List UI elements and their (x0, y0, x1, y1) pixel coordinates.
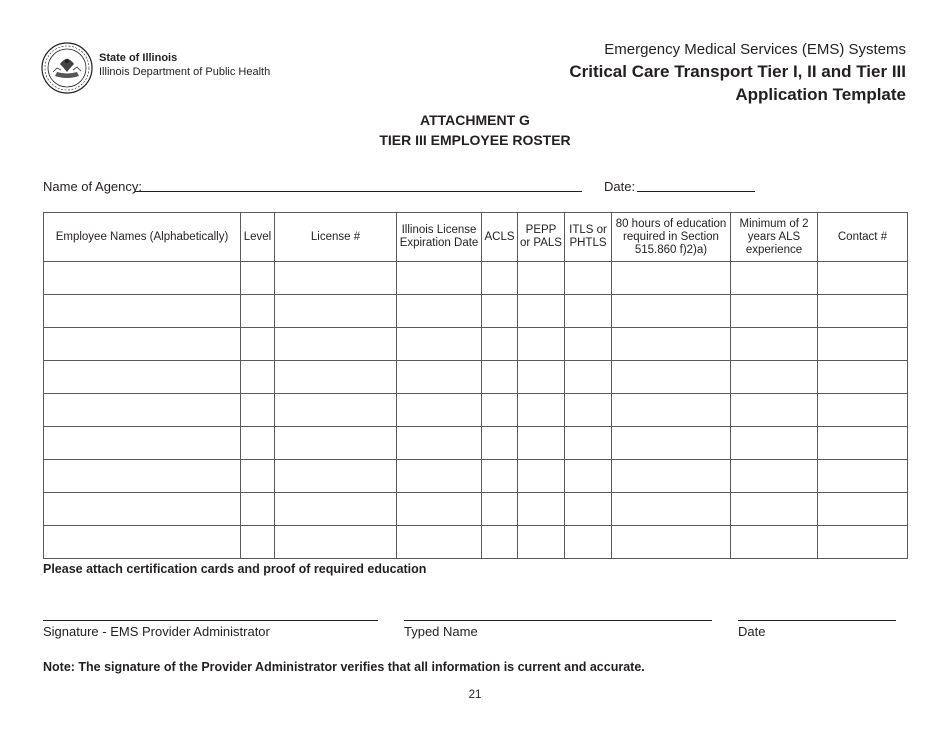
table-cell[interactable] (731, 361, 818, 394)
table-cell[interactable] (397, 460, 482, 493)
table-cell[interactable] (565, 394, 612, 427)
table-cell[interactable] (241, 526, 275, 559)
table-cell[interactable] (518, 394, 565, 427)
column-header: Contact # (818, 213, 908, 262)
department-name: Illinois Department of Public Health (99, 66, 271, 78)
table-cell[interactable] (518, 526, 565, 559)
table-cell[interactable] (397, 328, 482, 361)
table-cell[interactable] (731, 460, 818, 493)
table-cell[interactable] (731, 526, 818, 559)
typed-name-field[interactable] (404, 620, 712, 621)
table-cell[interactable] (275, 361, 397, 394)
table-row (44, 295, 908, 328)
table-cell[interactable] (612, 328, 731, 361)
table-cell[interactable] (818, 328, 908, 361)
page-number: 21 (468, 689, 482, 701)
state-seal (41, 42, 93, 94)
table-cell[interactable] (275, 427, 397, 460)
table-cell[interactable] (482, 262, 518, 295)
signature-field[interactable] (43, 620, 378, 621)
table-cell[interactable] (482, 394, 518, 427)
column-header: ITLS or PHTLS (565, 213, 612, 262)
table-cell[interactable] (482, 361, 518, 394)
table-cell[interactable] (241, 493, 275, 526)
table-row (44, 262, 908, 295)
employee-roster-table (43, 212, 908, 559)
table-cell[interactable] (565, 328, 612, 361)
agency-field[interactable] (135, 191, 582, 192)
table-cell[interactable] (818, 262, 908, 295)
table-cell[interactable] (518, 460, 565, 493)
table-cell[interactable] (612, 493, 731, 526)
table-cell[interactable] (565, 262, 612, 295)
table-cell[interactable] (275, 493, 397, 526)
table-cell[interactable] (275, 526, 397, 559)
table-cell[interactable] (397, 295, 482, 328)
table-cell[interactable] (275, 295, 397, 328)
column-header: ACLS (482, 213, 518, 262)
table-cell[interactable] (275, 394, 397, 427)
table-cell[interactable] (565, 361, 612, 394)
table-cell[interactable] (565, 493, 612, 526)
table-row (44, 328, 908, 361)
signature-date-label: Date (738, 624, 766, 639)
table-cell[interactable] (731, 493, 818, 526)
typed-name-label: Typed Name (404, 624, 478, 639)
table-cell[interactable] (44, 361, 241, 394)
table-cell[interactable] (818, 526, 908, 559)
table-cell[interactable] (397, 262, 482, 295)
table-cell[interactable] (482, 427, 518, 460)
table-cell[interactable] (44, 493, 241, 526)
table-cell[interactable] (241, 328, 275, 361)
table-cell[interactable] (518, 328, 565, 361)
table-cell[interactable] (241, 295, 275, 328)
table-cell[interactable] (44, 460, 241, 493)
column-header: Illinois License Expiration Date (397, 213, 482, 262)
table-cell[interactable] (241, 262, 275, 295)
table-cell[interactable] (565, 427, 612, 460)
table-cell[interactable] (44, 328, 241, 361)
table-cell[interactable] (818, 361, 908, 394)
table-cell[interactable] (731, 427, 818, 460)
document-title: Critical Care Transport Tier I, II and Tier III (569, 62, 906, 81)
table-cell[interactable] (612, 361, 731, 394)
program-name: Emergency Medical Services (EMS) Systems (604, 41, 906, 58)
table-cell[interactable] (482, 526, 518, 559)
attachment-title: TIER III EMPLOYEE ROSTER (379, 132, 571, 148)
table-row (44, 460, 908, 493)
column-header: PEPP or PALS (518, 213, 565, 262)
table-cell[interactable] (275, 262, 397, 295)
table-cell[interactable] (241, 361, 275, 394)
table-cell[interactable] (731, 394, 818, 427)
table-cell[interactable] (612, 526, 731, 559)
table-cell[interactable] (731, 328, 818, 361)
table-cell[interactable] (482, 328, 518, 361)
table-cell[interactable] (241, 394, 275, 427)
table-cell[interactable] (397, 361, 482, 394)
table-row (44, 394, 908, 427)
table-cell[interactable] (518, 262, 565, 295)
table-cell[interactable] (241, 460, 275, 493)
table-cell[interactable] (518, 295, 565, 328)
column-header: Minimum of 2 years ALS experience (731, 213, 818, 262)
date-label: Date: (604, 179, 636, 194)
attach-note: Please attach certification cards and proof of required education (43, 562, 427, 576)
table-cell[interactable] (565, 526, 612, 559)
table-cell[interactable] (565, 460, 612, 493)
table-cell[interactable] (44, 295, 241, 328)
document-subtitle: Application Template (735, 85, 906, 104)
agency-label: Name of Agency: (43, 179, 142, 194)
table-cell[interactable] (397, 526, 482, 559)
signature-date-field[interactable] (738, 620, 896, 621)
table-cell[interactable] (482, 460, 518, 493)
column-header: Level (241, 213, 275, 262)
column-header: 80 hours of education required in Section 515.860 f)2)a) (612, 213, 731, 262)
table-cell[interactable] (397, 427, 482, 460)
verification-note: Note: The signature of the Provider Administrator verifies that all information is current and accurate. (43, 660, 645, 674)
table-row (44, 427, 908, 460)
table-cell[interactable] (241, 427, 275, 460)
table-cell[interactable] (518, 361, 565, 394)
table-cell[interactable] (44, 526, 241, 559)
table-cell[interactable] (397, 394, 482, 427)
table-cell[interactable] (612, 460, 731, 493)
table-header-row (44, 213, 908, 262)
table-cell[interactable] (518, 493, 565, 526)
table-cell[interactable] (518, 427, 565, 460)
table-cell[interactable] (44, 427, 241, 460)
table-cell[interactable] (275, 328, 397, 361)
table-cell[interactable] (482, 493, 518, 526)
table-row (44, 526, 908, 559)
state-name: State of Illinois (99, 52, 178, 64)
table-cell[interactable] (731, 295, 818, 328)
table-cell[interactable] (818, 295, 908, 328)
table-cell[interactable] (612, 295, 731, 328)
attachment-label: ATTACHMENT G (420, 112, 530, 128)
column-header: Employee Names (Alphabetically) (44, 213, 241, 262)
table-cell[interactable] (818, 427, 908, 460)
column-header: License # (275, 213, 397, 262)
signature-label: Signature - EMS Provider Administrator (43, 624, 270, 639)
table-cell[interactable] (482, 295, 518, 328)
table-cell[interactable] (44, 394, 241, 427)
table-cell[interactable] (731, 262, 818, 295)
date-field[interactable] (637, 191, 755, 192)
table-cell[interactable] (397, 493, 482, 526)
table-cell[interactable] (44, 262, 241, 295)
table-cell[interactable] (818, 394, 908, 427)
table-cell[interactable] (612, 394, 731, 427)
table-row (44, 493, 908, 526)
table-row (44, 361, 908, 394)
table-cell[interactable] (275, 460, 397, 493)
table-cell[interactable] (818, 460, 908, 493)
table-cell[interactable] (565, 295, 612, 328)
table-cell[interactable] (612, 427, 731, 460)
table-cell[interactable] (818, 493, 908, 526)
table-cell[interactable] (612, 262, 731, 295)
